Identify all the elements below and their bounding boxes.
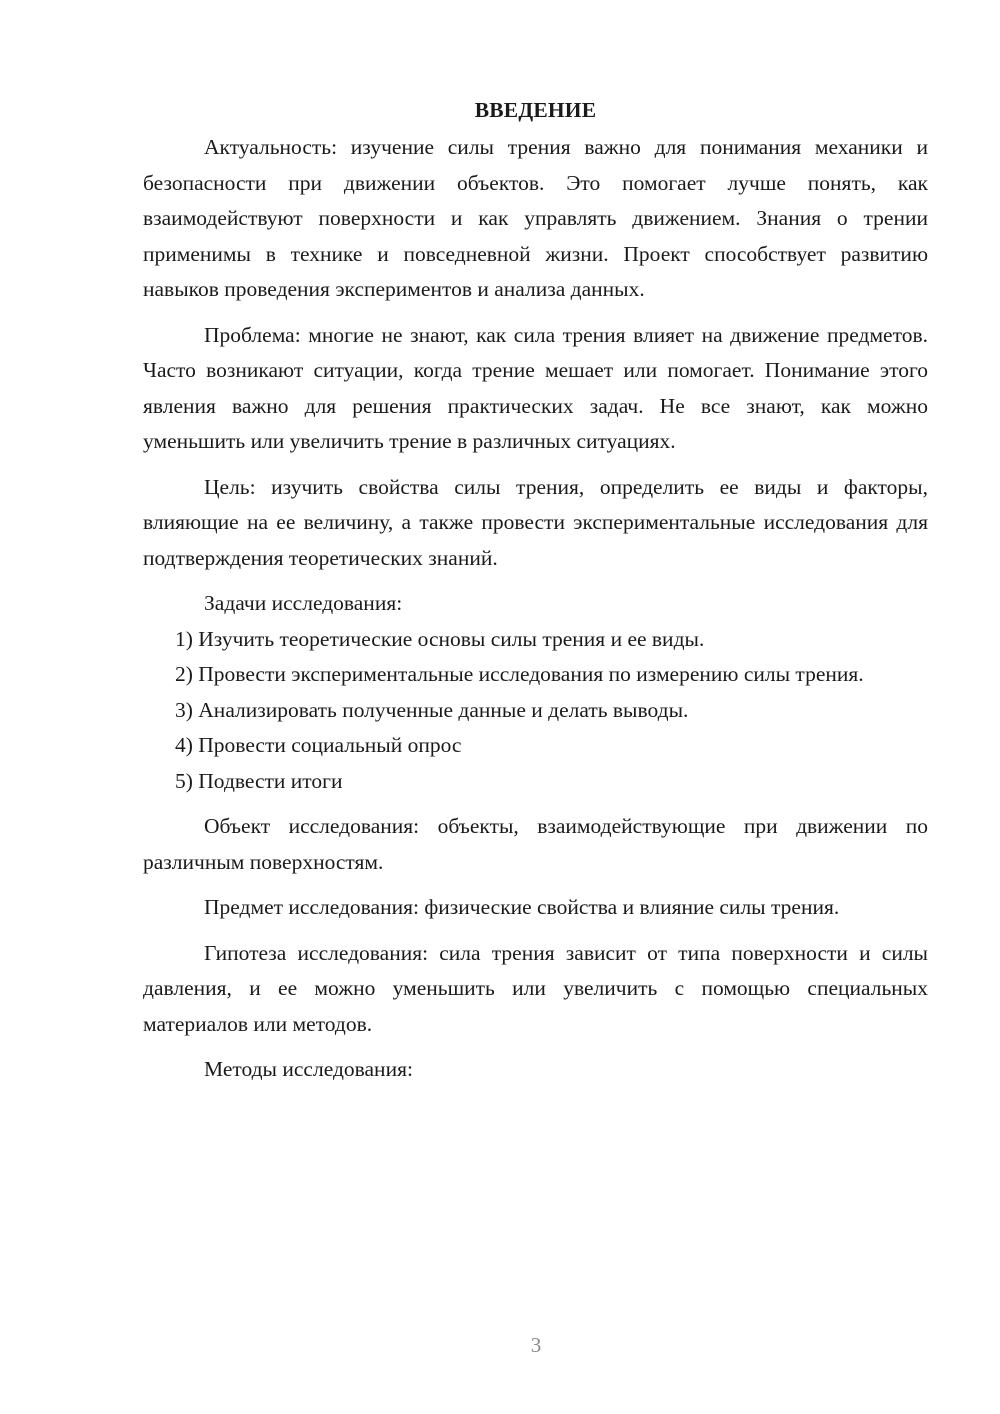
paragraph-hypothesis: Гипотеза исследования: сила трения зависит от типа поверхности и силы давления, и ее можно уменьшить или увеличить с помощью специальных материалов или методов. bbox=[143, 940, 928, 1036]
list-item: 1) Изучить теоретические основы силы трения и ее виды. bbox=[175, 626, 705, 651]
list-item: 3) Анализировать полученные данные и делать выводы. bbox=[175, 697, 689, 722]
tasks-list bbox=[143, 622, 928, 800]
paragraph-relevance: Актуальность: изучение силы трения важно для понимания механики и безопасности при движении объектов. Это помогает лучше понять, как взаимодействуют поверхности и как управлять движением. Знания о трении применимы в технике и повседневной жизни. Проект способствует развитию навыков проведения экспериментов и анализа данных. bbox=[143, 135, 928, 301]
paragraph-problem: Проблема: многие не знают, как сила трения влияет на движение предметов. Часто возникают ситуации, когда трение мешает или помогает. Понимание этого явления важно для решения практических задач. Не все знают, как можно уменьшить или увеличить трение в различных ситуациях. bbox=[143, 322, 928, 453]
list-item: 5) Подвести итоги bbox=[175, 768, 343, 793]
paragraph-goal: Цель: изучить свойства силы трения, определить ее виды и факторы, влияющие на ее величину, а также провести экспериментальные исследования для подтверждения теоретических знаний. bbox=[143, 474, 928, 570]
list-item: 4) Провести социальный опрос bbox=[175, 733, 462, 757]
list-item: 2) Провести экспериментальные исследования по измерению силы трения. bbox=[175, 662, 864, 686]
page-number: 3 bbox=[530, 1333, 542, 1357]
paragraph-object: Объект исследования: объекты, взаимодействующие при движении по различным поверхностям. bbox=[143, 814, 928, 874]
paragraph-tasks-intro: Задачи исследования: bbox=[204, 591, 403, 615]
page-content bbox=[143, 92, 928, 1088]
paragraph-subject: Предмет исследования: физические свойства и влияние силы трения. bbox=[204, 895, 840, 919]
paragraph-methods-intro: Методы исследования: bbox=[204, 1057, 413, 1081]
section-heading: ВВЕДЕНИЕ bbox=[474, 98, 597, 122]
